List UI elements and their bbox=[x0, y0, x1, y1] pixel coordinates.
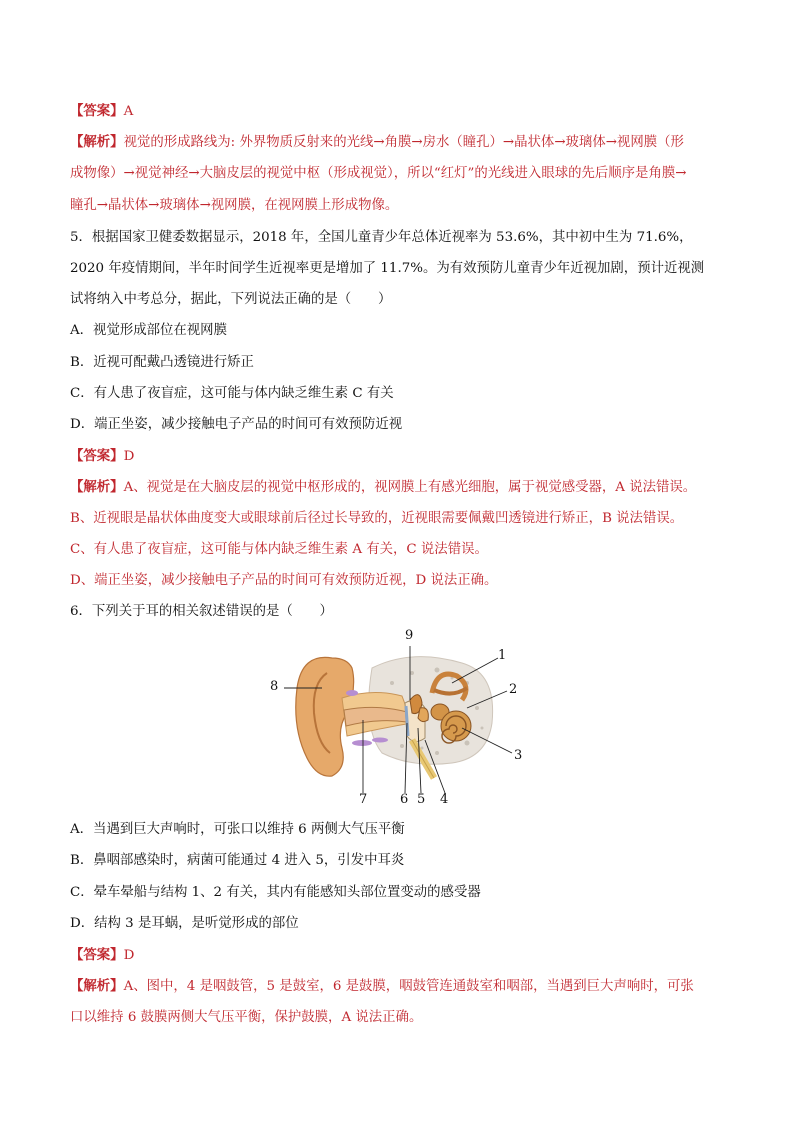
analysis-text: 视觉的形成路线为: 外界物质反射来的光线→角膜→房水（瞳孔）→晶状体→玻璃体→视网膜（形 bbox=[123, 135, 684, 150]
q5-stem-line-3: 试将纳入中考总分，据此，下列说法正确的是（ ） bbox=[70, 292, 392, 307]
label-2: 2 bbox=[509, 682, 518, 697]
q6-analysis-line-2: 口以维持 6 鼓膜两侧大气压平衡，保护鼓膜，A 说法正确。 bbox=[70, 1010, 423, 1025]
label-6: 6 bbox=[400, 792, 409, 807]
ear-diagram bbox=[262, 628, 532, 810]
label-4: 4 bbox=[440, 792, 449, 807]
label-5: 5 bbox=[417, 792, 426, 807]
label-1: 1 bbox=[498, 648, 507, 663]
q5-stem-line-1: 5．根据国家卫健委数据显示，2018 年，全国儿童青少年总体近视率为 53.6%，其中初中生为 71.6%， bbox=[70, 230, 693, 245]
prev-analysis-line-3: 瞳孔→晶状体→玻璃体→视网膜，在视网膜上形成物像。 bbox=[70, 198, 399, 213]
label-7: 7 bbox=[359, 792, 368, 807]
q6-stem: 6．下列关于耳的相关叙述错误的是（ ） bbox=[70, 604, 333, 619]
q6-option-a: A．当遇到巨大声响时，可张口以维持 6 两侧大气压平衡 bbox=[70, 822, 405, 837]
answer-value: A bbox=[123, 104, 134, 119]
q5-answer-line bbox=[70, 446, 134, 467]
label-9: 9 bbox=[405, 628, 414, 643]
ear-illustration bbox=[262, 628, 532, 810]
q6-analysis-line-1 bbox=[70, 976, 694, 997]
q5-option-a: A．视觉形成部位在视网膜 bbox=[70, 323, 227, 338]
q6-option-d: D．结构 3 是耳蜗，是听觉形成的部位 bbox=[70, 916, 299, 931]
prev-analysis-line-1 bbox=[70, 132, 684, 153]
analysis-tag: 【解析】 bbox=[70, 134, 124, 150]
q5-option-c: C．有人患了夜盲症，这可能与体内缺乏维生素 C 有关 bbox=[70, 386, 394, 401]
analysis-text: A、视觉是在大脑皮层的视觉中枢形成的，视网膜上有感光细胞，属于视觉感受器，A 说法错误。 bbox=[123, 480, 697, 495]
answer-value: D bbox=[123, 948, 135, 963]
q5-option-d: D．端正坐姿，减少接触电子产品的时间可有效预防近视 bbox=[70, 417, 403, 432]
q5-analysis-line-2: B、近视眼是晶状体曲度变大或眼球前后径过长导致的，近视眼需要佩戴凹透镜进行矫正，B 说法错误。 bbox=[70, 511, 684, 526]
q6-option-b: B．鼻咽部感染时，病菌可能通过 4 进入 5，引发中耳炎 bbox=[70, 853, 405, 868]
label-8: 8 bbox=[270, 679, 279, 694]
analysis-text: A、图中，4 是咽鼓管，5 是鼓室，6 是鼓膜，咽鼓管连通鼓室和咽部，当遇到巨大声响时，可张 bbox=[123, 979, 694, 994]
q6-option-c: C．晕车晕船与结构 1、2 有关，其内有能感知头部位置变动的感受器 bbox=[70, 885, 481, 900]
analysis-tag: 【解析】 bbox=[70, 978, 124, 994]
q5-analysis-line-3: C、有人患了夜盲症，这可能与体内缺乏维生素 A 有关，C 说法错误。 bbox=[70, 542, 488, 557]
prev-answer-line bbox=[70, 101, 133, 122]
answer-tag: 【答案】 bbox=[70, 947, 124, 963]
answer-tag: 【答案】 bbox=[70, 103, 124, 119]
q5-analysis-line-1 bbox=[70, 477, 696, 498]
answer-tag: 【答案】 bbox=[70, 448, 124, 464]
q6-answer-line bbox=[70, 945, 134, 966]
prev-analysis-line-2: 成物像）→视觉神经→大脑皮层的视觉中枢（形成视觉），所以“红灯”的光线进入眼球的先后顺序是角膜→ bbox=[70, 166, 687, 181]
q5-analysis-line-4: D、端正坐姿，减少接触电子产品的时间可有效预防近视，D 说法正确。 bbox=[70, 573, 498, 588]
answer-value: D bbox=[123, 449, 135, 464]
label-3: 3 bbox=[514, 748, 523, 763]
q5-stem-line-2: 2020 年疫情期间，半年时间学生近视率更是增加了 11.7%。为有效预防儿童青少年近视加剧，预计近视测 bbox=[70, 261, 705, 276]
analysis-tag: 【解析】 bbox=[70, 479, 124, 495]
q5-option-b: B．近视可配戴凸透镜进行矫正 bbox=[70, 355, 254, 370]
